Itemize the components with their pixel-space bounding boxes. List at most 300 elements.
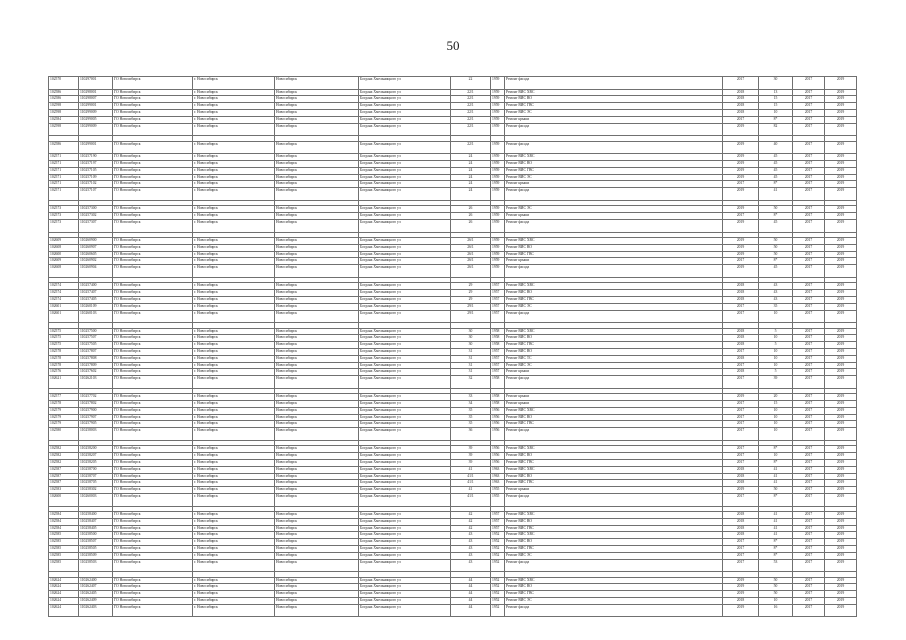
- table-cell-street: Богдана Хмельницкого ул: [359, 604, 451, 617]
- table-cell-settlement: г. Новосибирск: [193, 258, 275, 265]
- table-cell-year_end: 2019: [825, 355, 857, 362]
- table-cell-settlement: г. Новосибирск: [193, 213, 275, 220]
- table-cell-year_plan: 2017: [793, 181, 825, 188]
- table-cell-street: Богдана Хмельницкого ул: [359, 188, 451, 201]
- table-cell-city: Новосибирск: [275, 174, 359, 181]
- table-cell-year_start: 2017: [723, 414, 759, 421]
- table-cell-year_plan: 2017: [793, 290, 825, 297]
- table-cell-percent: 15: [759, 103, 793, 110]
- table-cell-municipality: ГО Новосибирск: [113, 466, 193, 473]
- table-cell-city: Новосибирск: [275, 219, 359, 232]
- table-cell-year_end: 2019: [825, 310, 857, 323]
- table-row: [49, 446, 857, 453]
- table-cell-year_plan: 2017: [793, 342, 825, 349]
- table-cell-code: 110299001: [79, 103, 113, 110]
- table-row: [49, 512, 857, 519]
- table-cell-year_end: 2019: [825, 141, 857, 154]
- table-cell-code: 110257107: [79, 188, 113, 201]
- table-cell-year_plan: 2017: [793, 376, 825, 389]
- table-cell-year_plan: 2017: [793, 244, 825, 251]
- table-cell-year_end: 2019: [825, 348, 857, 355]
- table-cell-year: 1952: [491, 577, 505, 584]
- table-cell-city: Новосибирск: [275, 310, 359, 323]
- table-cell-municipality: ГО Новосибирск: [113, 532, 193, 539]
- table-cell-percent: 50: [759, 238, 793, 245]
- table-cell-year: 1958: [491, 335, 505, 342]
- table-cell-settlement: г. Новосибирск: [193, 174, 275, 181]
- table-cell-year: 1956: [491, 453, 505, 460]
- table-cell-percent: 10: [759, 348, 793, 355]
- table-cell-id: 102598: [49, 109, 79, 116]
- table-cell-id: 102579: [49, 421, 79, 428]
- table-cell-municipality: ГО Новосибирск: [113, 174, 193, 181]
- table-cell-percent: 40: [759, 141, 793, 154]
- table-cell-street: Богдана Хмельницкого ул: [359, 453, 451, 460]
- table-cell-code: 110257907: [79, 414, 113, 421]
- table-cell-house: 26: [451, 206, 491, 213]
- table-cell-municipality: ГО Новосибирск: [113, 518, 193, 525]
- table-cell-settlement: г. Новосибирск: [193, 604, 275, 617]
- table-cell-street: Богдана Хмельницкого ул: [359, 303, 451, 310]
- table-cell-municipality: ГО Новосибирск: [113, 446, 193, 453]
- table-cell-city: Новосибирск: [275, 238, 359, 245]
- table-cell-city: Новосибирск: [275, 342, 359, 349]
- table-cell-year_plan: 2017: [793, 394, 825, 401]
- table-cell-house: 32: [451, 376, 491, 389]
- table-cell-year: 1959: [491, 89, 505, 96]
- table-cell-id: 102571: [49, 161, 79, 168]
- table-cell-work: Ремонт фасада: [505, 188, 723, 201]
- table-cell-percent: 41: [759, 480, 793, 487]
- table-cell-year_start: 2019: [723, 265, 759, 278]
- table-cell-year_plan: 2017: [793, 238, 825, 245]
- table-cell-municipality: ГО Новосибирск: [113, 552, 193, 559]
- table-row: [49, 123, 857, 136]
- table-cell-year_plan: 2017: [793, 493, 825, 506]
- table-cell-year_start: 2019: [723, 604, 759, 617]
- table-cell-settlement: г. Новосибирск: [193, 348, 275, 355]
- table-cell-municipality: ГО Новосибирск: [113, 487, 193, 494]
- table-cell-year_plan: 2017: [793, 487, 825, 494]
- table-cell-house: 42: [451, 525, 491, 532]
- table-cell-settlement: г. Новосибирск: [193, 188, 275, 201]
- table-cell-work: Ремонт фасада: [505, 559, 723, 572]
- table-cell-municipality: ГО Новосибирск: [113, 362, 193, 369]
- table-cell-municipality: ГО Новосибирск: [113, 577, 193, 584]
- table-cell-city: Новосибирск: [275, 123, 359, 136]
- table-cell-year_start: 2018: [723, 283, 759, 290]
- table-cell-year: 1959: [491, 77, 505, 90]
- table-cell-municipality: ГО Новосибирск: [113, 219, 193, 232]
- table-cell-street: Богдана Хмельницкого ул: [359, 407, 451, 414]
- table-cell-municipality: ГО Новосибирск: [113, 109, 193, 116]
- table-cell-year_plan: 2017: [793, 303, 825, 310]
- table-cell-city: Новосибирск: [275, 376, 359, 389]
- table-cell-house: 44: [451, 604, 491, 617]
- table-cell-year: 1959: [491, 251, 505, 258]
- table-cell-work: Ремонт ВИС ХВС: [505, 154, 723, 161]
- table-cell-street: Богдана Хмельницкого ул: [359, 401, 451, 408]
- table-cell-municipality: ГО Новосибирск: [113, 251, 193, 258]
- table-cell-percent: 5: [759, 369, 793, 376]
- table-cell-id: 102574: [49, 296, 79, 303]
- table-cell-year_end: 2019: [825, 421, 857, 428]
- page-number: 50: [446, 38, 460, 53]
- table-cell-city: Новосибирск: [275, 604, 359, 617]
- table-cell-code: 110258505: [79, 546, 113, 553]
- table-cell-percent: 15: [759, 96, 793, 103]
- table-cell-city: Новосибирск: [275, 546, 359, 553]
- table-row: [49, 598, 857, 605]
- table-cell-code: 110257197: [79, 161, 113, 168]
- table-cell-year_start: 2017: [723, 116, 759, 123]
- table-cell-municipality: ГО Новосибирск: [113, 181, 193, 188]
- table-row: [49, 421, 857, 428]
- table-cell-work: Ремонт ВИС ГВС: [505, 525, 723, 532]
- table-cell-year_start: 2018: [723, 518, 759, 525]
- table-cell-settlement: г. Новосибирск: [193, 401, 275, 408]
- table-cell-year_end: 2019: [825, 206, 857, 213]
- table-row: [49, 188, 857, 201]
- table-cell-municipality: ГО Новосибирск: [113, 265, 193, 278]
- table-cell-house: 44: [451, 591, 491, 598]
- table-cell-year: 1957: [491, 348, 505, 355]
- table-cell-city: Новосибирск: [275, 335, 359, 342]
- table-cell-code: 110258705: [79, 480, 113, 487]
- table-cell-work: Ремонт крыши: [505, 369, 723, 376]
- table-cell-year: 1952: [491, 591, 505, 598]
- table-cell-year_start: 2019: [723, 238, 759, 245]
- table-cell-settlement: г. Новосибирск: [193, 251, 275, 258]
- table-cell-street: Богдана Хмельницкого ул: [359, 421, 451, 428]
- table-cell-settlement: г. Новосибирск: [193, 103, 275, 110]
- table-cell-street: Богдана Хмельницкого ул: [359, 206, 451, 213]
- table-cell-street: Богдана Хмельницкого ул: [359, 342, 451, 349]
- table-cell-year_plan: 2017: [793, 188, 825, 201]
- table-row: [49, 181, 857, 188]
- table-cell-year: 1957: [491, 290, 505, 297]
- table-cell-municipality: ГО Новосибирск: [113, 161, 193, 168]
- table-row: [49, 362, 857, 369]
- table-cell-id: 102587: [49, 480, 79, 487]
- table-cell-id: 102580: [49, 428, 79, 441]
- table-cell-house: 39: [451, 446, 491, 453]
- table-cell-code: 110297001: [79, 77, 113, 90]
- table-cell-municipality: ГО Новосибирск: [113, 604, 193, 617]
- table-cell-street: Богдана Хмельницкого ул: [359, 539, 451, 546]
- table-cell-code: 110258503: [79, 559, 113, 572]
- table-cell-percent: 41: [759, 518, 793, 525]
- table-cell-year_start: 2019: [723, 123, 759, 136]
- table-cell-code: 110260902: [79, 258, 113, 265]
- table-cell-year_plan: 2017: [793, 539, 825, 546]
- table-cell-house: 30: [451, 335, 491, 342]
- table-cell-work: Ремонт ВИС ВО: [505, 244, 723, 251]
- table-cell-settlement: г. Новосибирск: [193, 598, 275, 605]
- table-cell-code: 110257500: [79, 328, 113, 335]
- table-row: [49, 335, 857, 342]
- table-cell-city: Новосибирск: [275, 487, 359, 494]
- table-cell-city: Новосибирск: [275, 103, 359, 110]
- table-cell-work: Ремонт ВИС ЭС: [505, 174, 723, 181]
- table-cell-year_start: 2018: [723, 109, 759, 116]
- table-cell-percent: 10: [759, 421, 793, 428]
- table-cell-house: 29: [451, 296, 491, 303]
- table-cell-percent: 15: [759, 401, 793, 408]
- table-cell-house: 33: [451, 394, 491, 401]
- table-cell-municipality: ГО Новосибирск: [113, 335, 193, 342]
- table-cell-settlement: г. Новосибирск: [193, 394, 275, 401]
- table-cell-municipality: ГО Новосибирск: [113, 96, 193, 103]
- table-cell-street: Богдана Хмельницкого ул: [359, 251, 451, 258]
- table-cell-year_start: 2017: [723, 181, 759, 188]
- table-cell-year_end: 2019: [825, 238, 857, 245]
- table-cell-house: 24: [451, 188, 491, 201]
- table-row: [49, 141, 857, 154]
- table-cell-percent: 35: [759, 303, 793, 310]
- table-cell-code: 110299005: [79, 116, 113, 123]
- table-cell-percent: 8*: [759, 181, 793, 188]
- table-row: [49, 244, 857, 251]
- table-cell-municipality: ГО Новосибирск: [113, 116, 193, 123]
- table-cell-settlement: г. Новосибирск: [193, 96, 275, 103]
- table-cell-year_start: 2017: [723, 539, 759, 546]
- table-cell-municipality: ГО Новосибирск: [113, 407, 193, 414]
- table-row: [49, 518, 857, 525]
- table-cell-year: 1959: [491, 206, 505, 213]
- table-cell-year_start: 2019: [723, 167, 759, 174]
- table-cell-street: Богдана Хмельницкого ул: [359, 335, 451, 342]
- table-cell-city: Новосибирск: [275, 290, 359, 297]
- document-sheet: [48, 76, 857, 617]
- table-cell-year: 1958: [491, 394, 505, 401]
- table-cell-street: Богдана Хмельницкого ул: [359, 290, 451, 297]
- table-cell-city: Новосибирск: [275, 116, 359, 123]
- table-cell-work: Ремонт ВИС ХВС: [505, 446, 723, 453]
- table-cell-city: Новосибирск: [275, 213, 359, 220]
- table-cell-code: 110257405: [79, 296, 113, 303]
- table-cell-id: 102585: [49, 532, 79, 539]
- table-cell-year_end: 2019: [825, 525, 857, 532]
- table-cell-work: Ремонт фасада: [505, 123, 723, 136]
- table-cell-municipality: ГО Новосибирск: [113, 473, 193, 480]
- table-cell-work: Ремонт ВИС ВО: [505, 539, 723, 546]
- table-cell-street: Богдана Хмельницкого ул: [359, 310, 451, 323]
- table-cell-id: 102578: [49, 362, 79, 369]
- table-row: [49, 290, 857, 297]
- table-cell-year_start: 2017: [723, 77, 759, 90]
- table-cell-settlement: г. Новосибирск: [193, 141, 275, 154]
- table-cell-street: Богдана Хмельницкого ул: [359, 473, 451, 480]
- table-cell-city: Новосибирск: [275, 167, 359, 174]
- table-cell-year_end: 2019: [825, 77, 857, 90]
- table-cell-house: 26/1: [451, 265, 491, 278]
- table-cell-id: 102608: [49, 244, 79, 251]
- table-cell-year_plan: 2017: [793, 604, 825, 617]
- table-cell-city: Новосибирск: [275, 283, 359, 290]
- table-cell-settlement: г. Новосибирск: [193, 244, 275, 251]
- table-cell-work: Ремонт ВИС ГВС: [505, 591, 723, 598]
- table-cell-year_end: 2019: [825, 244, 857, 251]
- table-cell-percent: 53: [759, 559, 793, 572]
- table-cell-settlement: г. Новосибирск: [193, 154, 275, 161]
- table-cell-year_plan: 2017: [793, 206, 825, 213]
- table-cell-settlement: г. Новосибирск: [193, 459, 275, 466]
- table-cell-year_start: 2018: [723, 480, 759, 487]
- table-cell-code: 110257809: [79, 362, 113, 369]
- table-cell-id: 102582: [49, 459, 79, 466]
- table-cell-work: Ремонт ВИС ГВС: [505, 546, 723, 553]
- table-cell-year_plan: 2017: [793, 89, 825, 96]
- table-cell-code: 110258509: [79, 552, 113, 559]
- table-row: [49, 401, 857, 408]
- table-cell-year_end: 2019: [825, 584, 857, 591]
- table-cell-year_start: 2017: [723, 493, 759, 506]
- table-cell-year_end: 2019: [825, 453, 857, 460]
- table-cell-id: 102609: [49, 258, 79, 265]
- table-cell-code: 110258205: [79, 459, 113, 466]
- table-cell-year_start: 2019: [723, 174, 759, 181]
- table-cell-house: 26/1: [451, 238, 491, 245]
- table-cell-work: Ремонт фасада: [505, 310, 723, 323]
- table-cell-id: 102578: [49, 355, 79, 362]
- table-cell-percent: 50: [759, 487, 793, 494]
- table-cell-house: 26/1: [451, 251, 491, 258]
- table-cell-year_start: 2019: [723, 161, 759, 168]
- table-cell-year_plan: 2017: [793, 310, 825, 323]
- table-cell-year_end: 2019: [825, 181, 857, 188]
- table-cell-settlement: г. Новосибирск: [193, 109, 275, 116]
- table-cell-year_start: 2018: [723, 103, 759, 110]
- table-cell-year_start: 2017: [723, 559, 759, 572]
- table-row: [49, 552, 857, 559]
- table-cell-house: 41/1: [451, 493, 491, 506]
- table-cell-settlement: г. Новосибирск: [193, 584, 275, 591]
- table-cell-house: 31: [451, 362, 491, 369]
- table-cell-percent: 10: [759, 414, 793, 421]
- table-cell-id: 102624: [49, 598, 79, 605]
- table-cell-year_end: 2019: [825, 290, 857, 297]
- table-cell-id: 102585: [49, 539, 79, 546]
- table-cell-street: Богдана Хмельницкого ул: [359, 174, 451, 181]
- table-cell-settlement: г. Новосибирск: [193, 303, 275, 310]
- table-row: [49, 407, 857, 414]
- table-cell-settlement: г. Новосибирск: [193, 77, 275, 90]
- table-cell-year_start: 2019: [723, 394, 759, 401]
- table-cell-year_start: 2018: [723, 342, 759, 349]
- table-cell-work: Ремонт крыши: [505, 487, 723, 494]
- table-cell-year: 1956: [491, 459, 505, 466]
- table-cell-year: 1956: [491, 428, 505, 441]
- table-cell-code: 110257507: [79, 335, 113, 342]
- table-cell-settlement: г. Новосибирск: [193, 421, 275, 428]
- table-cell-code: 110257505: [79, 342, 113, 349]
- table-cell-year_plan: 2017: [793, 428, 825, 441]
- table-cell-municipality: ГО Новосибирск: [113, 376, 193, 389]
- table-cell-street: Богдана Хмельницкого ул: [359, 116, 451, 123]
- table-cell-municipality: ГО Новосибирск: [113, 77, 193, 90]
- table-cell-year_plan: 2017: [793, 251, 825, 258]
- table-cell-year: 1959: [491, 96, 505, 103]
- table-cell-year_start: 2019: [723, 487, 759, 494]
- table-cell-year_end: 2019: [825, 296, 857, 303]
- table-cell-work: Ремонт ВИС ХВС: [505, 283, 723, 290]
- table-cell-percent: 45: [759, 174, 793, 181]
- table-row: [49, 116, 857, 123]
- table-cell-year: 1963: [491, 466, 505, 473]
- table-cell-municipality: ГО Новосибирск: [113, 154, 193, 161]
- table-cell-city: Новосибирск: [275, 355, 359, 362]
- table-cell-street: Богдана Хмельницкого ул: [359, 493, 451, 506]
- table-cell-year_end: 2019: [825, 604, 857, 617]
- table-cell-settlement: г. Новосибирск: [193, 376, 275, 389]
- table-cell-year_plan: 2017: [793, 401, 825, 408]
- table-cell-percent: 43: [759, 290, 793, 297]
- table-cell-code: 110258200: [79, 446, 113, 453]
- table-cell-year: 1956: [491, 414, 505, 421]
- table-cell-settlement: г. Новосибирск: [193, 219, 275, 232]
- table-cell-year: 1955: [491, 493, 505, 506]
- table-cell-id: 102579: [49, 407, 79, 414]
- table-row: [49, 532, 857, 539]
- table-row: [49, 480, 857, 487]
- table-cell-settlement: г. Новосибирск: [193, 369, 275, 376]
- table-cell-id: 102584: [49, 116, 79, 123]
- table-cell-street: Богдана Хмельницкого ул: [359, 394, 451, 401]
- table-cell-city: Новосибирск: [275, 539, 359, 546]
- table-cell-code: 110257102: [79, 181, 113, 188]
- table-cell-year: 1952: [491, 604, 505, 617]
- table-cell-city: Новосибирск: [275, 577, 359, 584]
- table-cell-year_start: 2017: [723, 401, 759, 408]
- table-row: [49, 161, 857, 168]
- table-cell-street: Богдана Хмельницкого ул: [359, 532, 451, 539]
- table-cell-code: 110260109: [79, 303, 113, 310]
- table-cell-street: Богдана Хмельницкого ул: [359, 141, 451, 154]
- table-cell-street: Богдана Хмельницкого ул: [359, 96, 451, 103]
- table-cell-city: Новосибирск: [275, 598, 359, 605]
- table-cell-city: Новосибирск: [275, 188, 359, 201]
- table-cell-work: Ремонт фасада: [505, 141, 723, 154]
- table-cell-year_start: 2018: [723, 598, 759, 605]
- table-cell-municipality: ГО Новосибирск: [113, 493, 193, 506]
- table-cell-house: 29/1: [451, 310, 491, 323]
- table-cell-street: Богдана Хмельницкого ул: [359, 167, 451, 174]
- table-cell-settlement: г. Новосибирск: [193, 161, 275, 168]
- table-cell-code: 110257400: [79, 283, 113, 290]
- table-cell-year: 1958: [491, 328, 505, 335]
- table-cell-street: Богдана Хмельницкого ул: [359, 219, 451, 232]
- table-cell-year_start: 2017: [723, 310, 759, 323]
- table-cell-municipality: ГО Новосибирск: [113, 238, 193, 245]
- table-cell-year: 1959: [491, 141, 505, 154]
- table-cell-year: 1957: [491, 303, 505, 310]
- table-cell-house: 22/1: [451, 116, 491, 123]
- table-cell-year_end: 2019: [825, 414, 857, 421]
- table-cell-year_start: 2017: [723, 459, 759, 466]
- table-cell-code: 110262407: [79, 584, 113, 591]
- table-cell-municipality: ГО Новосибирск: [113, 188, 193, 201]
- table-cell-municipality: ГО Новосибирск: [113, 206, 193, 213]
- table-cell-settlement: г. Новосибирск: [193, 407, 275, 414]
- table-cell-year_start: 2018: [723, 512, 759, 519]
- table-cell-code: 110258700: [79, 466, 113, 473]
- table-cell-city: Новосибирск: [275, 473, 359, 480]
- table-cell-year: 1957: [491, 355, 505, 362]
- table-cell-house: 43: [451, 559, 491, 572]
- table-cell-city: Новосибирск: [275, 303, 359, 310]
- table-cell-street: Богдана Хмельницкого ул: [359, 466, 451, 473]
